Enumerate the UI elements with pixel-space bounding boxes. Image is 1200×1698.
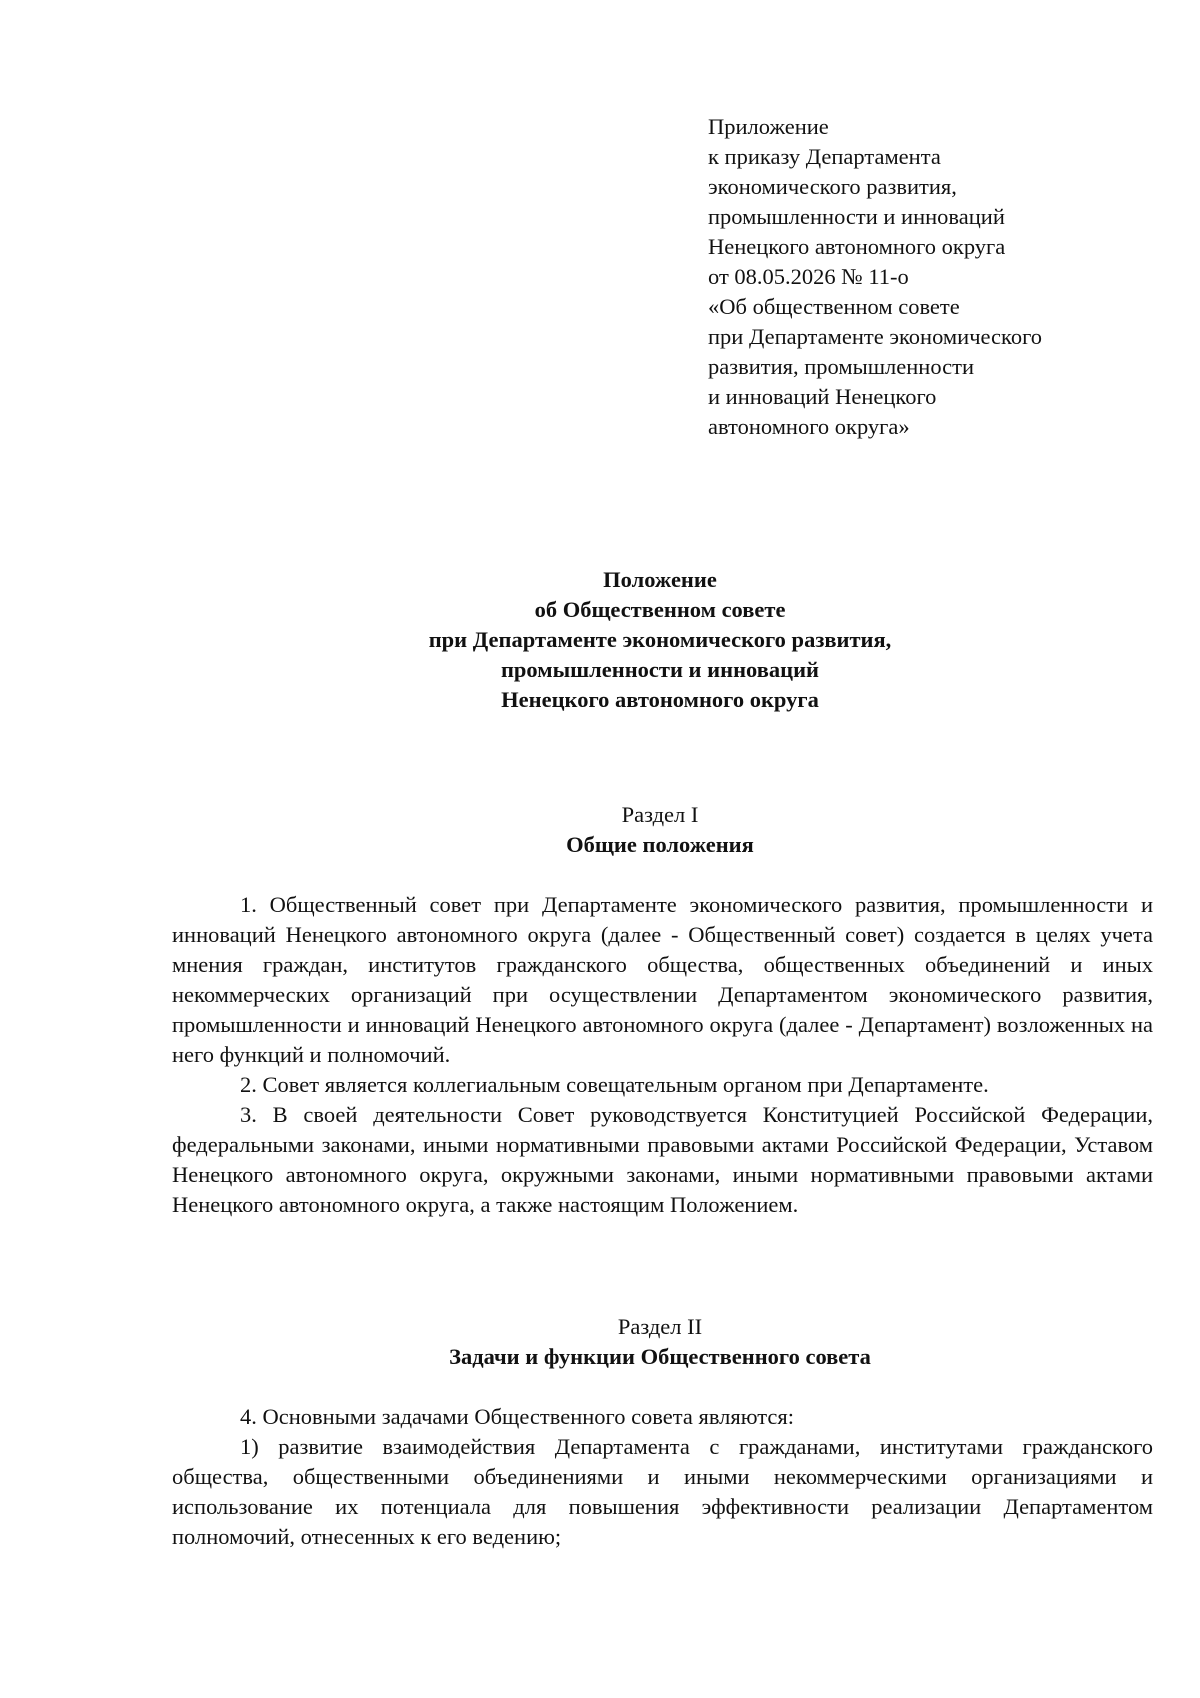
section-2-body — [172, 1402, 1153, 1552]
paragraph: 1. Общественный совет при Департаменте экономического развития, промышленности и инноваций Ненецкого автономного округа (далее - Общественный совет) создается в целях учета мнения граждан, институтов гражданского общества, общественных объединений и иных некоммерческих организаций при осуществлении Департаментом экономического развития, промышленности и инноваций Ненецкого автономного округа (далее - Департамент) возложенных на него функций и полномочий. — [172, 892, 1153, 1067]
section-1-heading — [170, 800, 1150, 860]
appendix-line: и инноваций Ненецкого — [708, 384, 937, 409]
section-1-body — [172, 890, 1153, 1220]
paragraph: 4. Основными задачами Общественного совета являются: — [240, 1404, 794, 1429]
title-line: Ненецкого автономного округа — [501, 687, 819, 712]
appendix-line: к приказу Департамента — [708, 144, 941, 169]
paragraph: 3. В своей деятельности Совет руководствуется Конституцией Российской Федерации, федеральными законами, иными нормативными правовыми актами Российской Федерации, Уставом Ненецкого автономного округа, окружными законами, иными нормативными правовыми актами Ненецкого автономного округа, а также настоящим Положением. — [172, 1102, 1153, 1217]
appendix-line: при Департаменте экономического — [708, 324, 1042, 349]
appendix-line: «Об общественном совете — [708, 294, 960, 319]
section-1-number: Раздел I — [621, 802, 699, 827]
paragraph: 2. Совет является коллегиальным совещательным органом при Департаменте. — [240, 1072, 989, 1097]
paragraph: 1) развитие взаимодействия Департамента с гражданами, институтами гражданского общества, общественными объединениями и иными некоммерческими организациями и использование их потенциала для повышения эффективности реализации Департаментом полномочий, отнесенных к его ведению; — [172, 1434, 1153, 1549]
appendix-line: развития, промышленности — [708, 354, 975, 379]
appendix-line: Ненецкого автономного округа — [708, 234, 1006, 259]
appendix-line: Приложение — [708, 114, 829, 139]
appendix-line: промышленности и инноваций — [708, 204, 1005, 229]
title-line: об Общественном совете — [534, 597, 786, 622]
section-2-name: Задачи и функции Общественного совета — [449, 1344, 871, 1369]
document-title — [170, 565, 1150, 715]
title-line: промышленности и инноваций — [500, 657, 820, 682]
appendix-header — [708, 112, 1178, 442]
title-line: Положение — [603, 567, 717, 592]
appendix-line: экономического развития, — [708, 174, 957, 199]
section-2-number: Раздел II — [617, 1314, 703, 1339]
section-2-heading — [170, 1312, 1150, 1372]
appendix-line: автономного округа» — [708, 414, 910, 439]
appendix-line: от 08.05.2026 № 11-о — [708, 264, 909, 289]
section-1-name: Общие положения — [566, 832, 754, 857]
title-line: при Департаменте экономического развития, — [428, 627, 892, 652]
